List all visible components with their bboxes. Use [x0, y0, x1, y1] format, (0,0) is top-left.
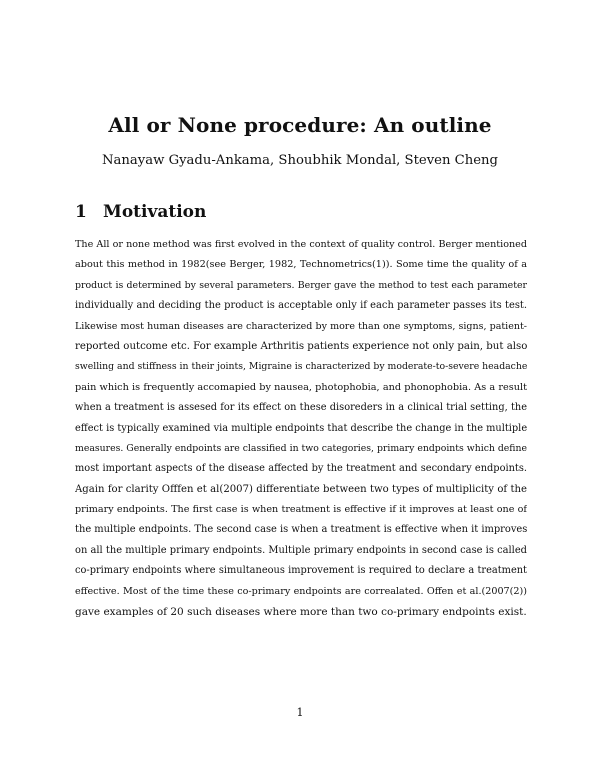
paragraph-line: measures. Generally endpoints are classified in two categories, primary endpoints which define — [75, 442, 527, 454]
paragraph-line: pain which is frequently accomapied by nausea, photophobia, and phonophobia. As a result — [75, 381, 527, 393]
paragraph-line: product is determined by several parameters. Berger gave the method to test each parameter — [75, 279, 527, 291]
paragraph-line: effect is typically examined via multiple endpoints that describe the change in the multiple — [75, 422, 527, 434]
paper-title: All or None procedure: An outline — [108, 113, 492, 137]
body-paragraph — [75, 235, 527, 622]
paragraph-line: when a treatment is assesed for its effect on these disoreders in a clinical trial setting, the — [75, 402, 527, 414]
paragraph-line: most important aspects of the disease affected by the treatment and secondary endpoints. — [75, 463, 527, 475]
page-number: 1 — [296, 706, 304, 719]
paragraph-line: individually and deciding the product is acceptable only if each parameter passes its test. — [75, 300, 527, 312]
paragraph-line: the multiple endpoints. The second case is when a treatment is effective when it improves — [75, 524, 527, 536]
paragraph-line: on all the multiple primary endpoints. Multiple primary endpoints in second case is called — [75, 544, 527, 556]
paragraph-line: Again for clarity Offfen et al(2007) differentiate between two types of multiplicity of the — [75, 483, 527, 495]
section-number: 1 — [75, 202, 87, 222]
paragraph-line: swelling and stiffness in their joints, Migraine is characterized by moderate-to-severe headache — [75, 361, 527, 373]
section-heading — [75, 202, 206, 222]
paragraph-line: The All or none method was first evolved in the context of quality control. Berger mentioned — [75, 239, 527, 250]
paragraph-line: primary endpoints. The first case is when treatment is effective if it improves at least one of — [75, 504, 527, 516]
paragraph-line: about this method in 1982(see Berger, 1982, Technometrics(1)). Some time the quality of a — [75, 259, 527, 271]
paragraph-line: reported outcome etc. For example Arthritis patients experience not only pain, but also — [75, 340, 527, 352]
paragraph-line: Likewise most human diseases are characterized by more than one symptoms, signs, patient- — [75, 320, 527, 332]
paragraph-line: gave examples of 20 such diseases where more than two co-primary endpoints exist. — [75, 606, 527, 619]
paragraph-line: effective. Most of the time these co-primary endpoints are correalated. Offen et al.(2007(2)) — [75, 585, 527, 597]
author-list: Nanayaw Gyadu-Ankama, Shoubhik Mondal, Steven Cheng — [102, 153, 498, 168]
paragraph-line: co-primary endpoints where simultaneous improvement is required to declare a treatment — [75, 565, 527, 577]
section-title: Motivation — [103, 202, 207, 222]
